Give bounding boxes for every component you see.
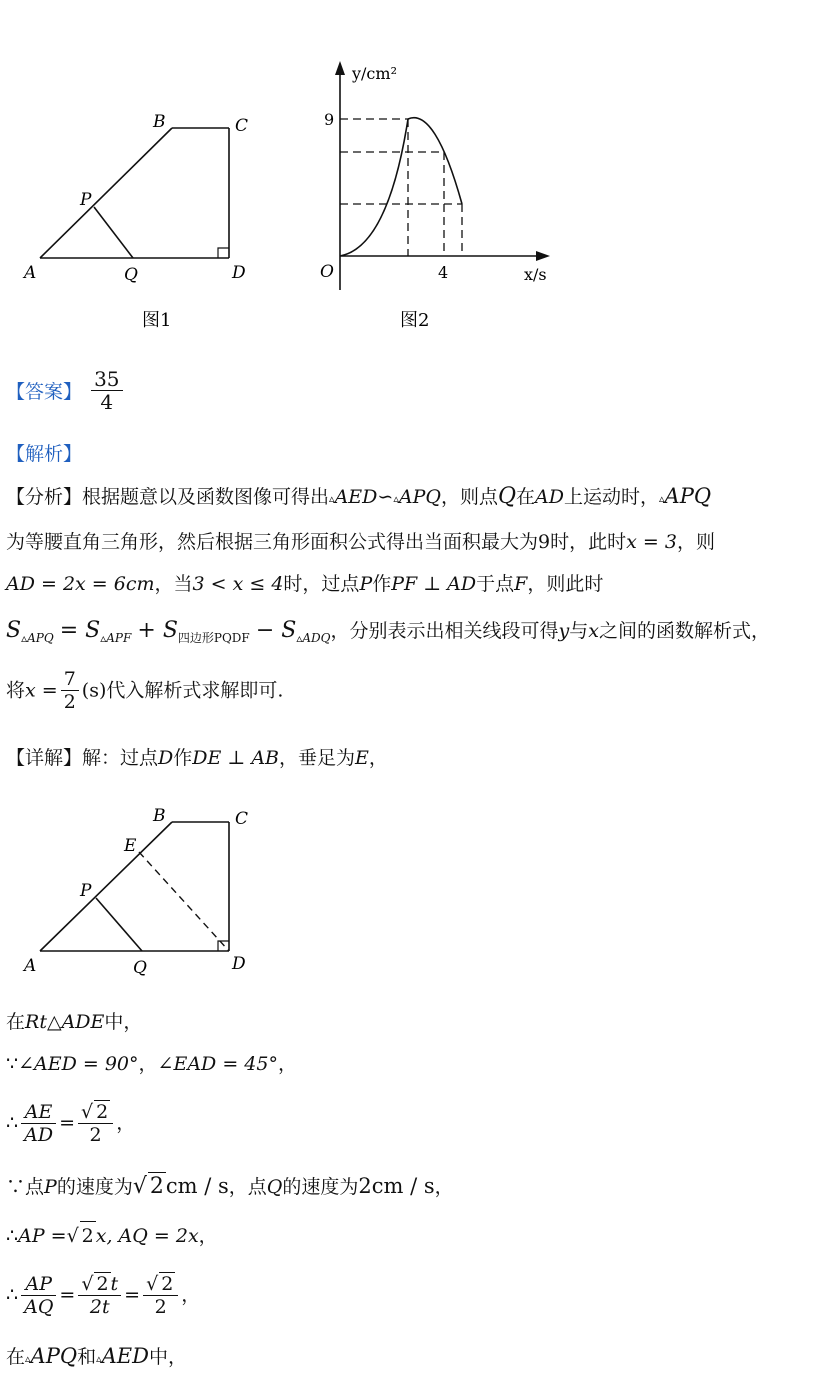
figure-1 — [0, 100, 300, 340]
label-a: A — [24, 956, 37, 976]
text: P — [359, 573, 373, 595]
analysis-line-3 — [6, 570, 603, 598]
fraction-sqrt2-2: $\frac{√ 2}{2}$ — [143, 1272, 178, 1318]
text: t — [110, 1273, 119, 1295]
numerator: AE — [21, 1101, 56, 1124]
text: ∠AED = 90° — [18, 1053, 139, 1075]
text: Q — [266, 1176, 283, 1198]
triangle-symbol: ▵ — [96, 1352, 102, 1365]
text: − S — [255, 618, 297, 643]
text: 的速度为 — [56, 1176, 133, 1198]
text: ， — [277, 1053, 297, 1075]
text: 在 — [516, 486, 536, 508]
subscript: 四边形PQDF — [177, 631, 250, 645]
segment-pq — [96, 898, 142, 951]
answer-row — [6, 368, 126, 413]
text: x — [588, 620, 599, 642]
text: 与 — [569, 620, 589, 642]
text: F — [514, 573, 528, 595]
text: + S — [137, 618, 178, 643]
step-7 — [6, 1342, 187, 1373]
text: 之间的函数解析式， — [598, 620, 770, 642]
text: 作 — [372, 573, 392, 595]
radicand: 2 — [96, 1273, 109, 1295]
text: Q — [497, 484, 516, 509]
analysis-line-1 — [6, 482, 711, 513]
text: ，当 — [154, 573, 193, 595]
text: ， — [368, 747, 388, 769]
denominator: 2 — [89, 1124, 102, 1146]
text: ，则 — [676, 531, 715, 553]
denominator: 2 — [154, 1296, 167, 1318]
side-ab — [40, 822, 172, 951]
figure-3 — [0, 795, 300, 985]
figure-1-caption: 图1 — [142, 310, 172, 331]
step-6 — [6, 1272, 200, 1318]
because-symbol: ∵ — [6, 1053, 19, 1075]
answer-denominator: 4 — [100, 390, 114, 414]
text: APQ — [398, 486, 441, 508]
text: 在 — [6, 1011, 26, 1033]
triangle-symbol: ▵ — [393, 492, 399, 505]
text: 2cm / s — [358, 1174, 435, 1198]
analysis-line-2 — [6, 528, 715, 556]
step-4: ∵点P的速度为√ 2cm / s，点Q的速度为2cm / s， — [6, 1174, 454, 1199]
label-q: Q — [124, 265, 138, 285]
label-e: E — [124, 836, 137, 856]
text: 中， — [148, 1346, 187, 1368]
text: 中， — [104, 1011, 143, 1033]
x-tick-4: 4 — [438, 263, 449, 282]
x-axis-label: x/s — [524, 265, 547, 284]
analysis-line-5 — [6, 668, 283, 713]
triangle-symbol: ▵ — [659, 492, 665, 505]
label-b: B — [153, 112, 166, 132]
text: = — [59, 1284, 76, 1306]
subscript: ▵ADQ — [296, 631, 331, 645]
analysis-line-4 — [6, 617, 770, 652]
text: ， — [138, 1053, 158, 1075]
denominator: AD — [24, 1123, 54, 1146]
text: E — [355, 747, 369, 769]
label-a: A — [24, 263, 37, 283]
text: DE ⊥ AB — [192, 747, 280, 769]
step-5: ∴AP =√ 2 x, AQ = 2x， — [6, 1221, 218, 1250]
text: 代入解析式求解即可. — [106, 679, 284, 702]
numerator: 7 — [61, 668, 79, 691]
label-p: P — [80, 881, 92, 901]
text: 时，过点 — [283, 573, 360, 595]
denominator: 2t — [89, 1296, 110, 1318]
text: ，点 — [228, 1176, 267, 1198]
text: 和 — [77, 1346, 97, 1368]
text: 3 < x ≤ 4 — [192, 573, 284, 595]
figure-2 — [300, 55, 560, 340]
text: 作 — [173, 747, 193, 769]
text: AP = — [18, 1225, 67, 1247]
segment-pq — [94, 207, 133, 258]
text: = — [124, 1284, 141, 1306]
y-axis-arrow — [335, 61, 345, 75]
text: y — [558, 620, 570, 642]
side-ab — [40, 128, 172, 258]
subscript: ▵APF — [100, 631, 132, 645]
denominator: AQ — [24, 1295, 54, 1318]
subscript: ▵APQ — [21, 631, 54, 645]
text: APQ — [664, 484, 712, 508]
right-angle-mark — [218, 248, 229, 258]
text: AD = 2x = 6cm — [6, 573, 155, 595]
text: ∠EAD = 45° — [157, 1053, 278, 1075]
therefore-symbol: ∴ — [6, 1112, 19, 1134]
text: ADQ — [302, 631, 331, 645]
text: ，则点 — [440, 486, 498, 508]
label-d: D — [232, 954, 246, 974]
origin-label: O — [320, 262, 334, 282]
step-1 — [6, 1008, 142, 1036]
label-q: Q — [133, 958, 147, 978]
curve-fall — [408, 118, 462, 204]
detail-tag: 【详解】 — [6, 747, 83, 769]
radicand: 2 — [149, 1174, 164, 1199]
fraction-sqrt2-2: $\frac{√ 2}{2}$ — [78, 1100, 113, 1146]
radicand: 2 — [96, 1101, 109, 1123]
label-c: C — [235, 116, 249, 136]
text: D — [158, 747, 174, 769]
x-axis-arrow — [536, 251, 550, 261]
text: ， — [181, 1284, 201, 1306]
step-3 — [6, 1100, 135, 1146]
text: x = — [25, 679, 58, 702]
text: 9 — [538, 531, 551, 553]
text: AED — [101, 1344, 149, 1368]
y-tick-9: 9 — [324, 110, 335, 129]
analysis-sub-tag: 【分析】 — [6, 486, 83, 508]
segment-de-dashed — [139, 852, 229, 951]
text: x, AQ = 2x — [95, 1225, 199, 1247]
detail-line — [6, 744, 388, 772]
text: 为等腰直角三角形，然后根据三角形面积公式得出当面积最大为 — [6, 531, 539, 553]
text: APQ — [27, 631, 54, 645]
answer-fraction — [91, 368, 122, 413]
therefore-symbol: ∴ — [6, 1225, 19, 1247]
text: APF — [106, 631, 132, 645]
text: = S — [59, 618, 101, 643]
radicand: 2 — [80, 1221, 96, 1250]
fraction-ae-ad — [21, 1101, 56, 1146]
text: (s) — [81, 679, 107, 702]
text: APQ — [30, 1344, 78, 1368]
numerator: AP — [21, 1273, 56, 1296]
triangle-symbol: ▵ — [329, 492, 335, 505]
denominator: 2 — [63, 691, 76, 713]
right-angle-mark — [218, 941, 229, 951]
text: ，分别表示出相关线段可得 — [330, 620, 559, 642]
therefore-symbol: ∴ — [6, 1284, 19, 1306]
text: ∵点 — [6, 1176, 45, 1198]
analysis-tag: 【解析】 — [6, 443, 83, 465]
text: 于点 — [476, 573, 515, 595]
figure-2-caption: 图2 — [400, 310, 430, 331]
label-d: D — [232, 263, 246, 283]
label-p: P — [80, 190, 92, 210]
step-2 — [6, 1050, 297, 1078]
text: ， — [198, 1225, 218, 1247]
text: ，则此时 — [527, 573, 604, 595]
label-b: B — [153, 806, 166, 826]
text: ，垂足为 — [279, 747, 356, 769]
label-c: C — [235, 809, 249, 829]
text: x = 3 — [626, 531, 677, 553]
fraction-7-2 — [61, 668, 79, 713]
curve-rise — [340, 119, 408, 256]
text: Rt△ADE — [25, 1011, 105, 1033]
radicand: 2 — [161, 1273, 174, 1295]
text: ， — [434, 1176, 454, 1198]
text: P — [44, 1176, 57, 1198]
fraction-sqrt2t-2t: $\frac{√ 2 t}{2t}$ — [78, 1272, 121, 1318]
text: 根据题意以及函数图像可得出 — [82, 486, 330, 508]
y-axis-label: y/cm² — [352, 64, 397, 83]
text: S — [6, 618, 22, 643]
dashed-guides — [340, 119, 462, 256]
triangle-symbol: ▵ — [25, 1352, 31, 1365]
answer-numerator: 35 — [91, 368, 122, 391]
text: 将 — [6, 679, 26, 702]
text: AD — [535, 486, 564, 508]
answer-tag: 【答案】 — [6, 381, 83, 403]
text: PF ⊥ AD — [391, 573, 477, 595]
text: = — [59, 1112, 75, 1134]
fraction-ap-aq — [21, 1273, 56, 1318]
text: ， — [116, 1112, 136, 1134]
text: 上运动时， — [563, 486, 659, 508]
text: 在 — [6, 1346, 26, 1368]
text: cm / s — [165, 1174, 229, 1198]
text: 时，此时 — [550, 531, 627, 553]
text: 解：过点 — [82, 747, 159, 769]
text: 的速度为 — [282, 1176, 359, 1198]
text: AED∽ — [334, 486, 394, 508]
